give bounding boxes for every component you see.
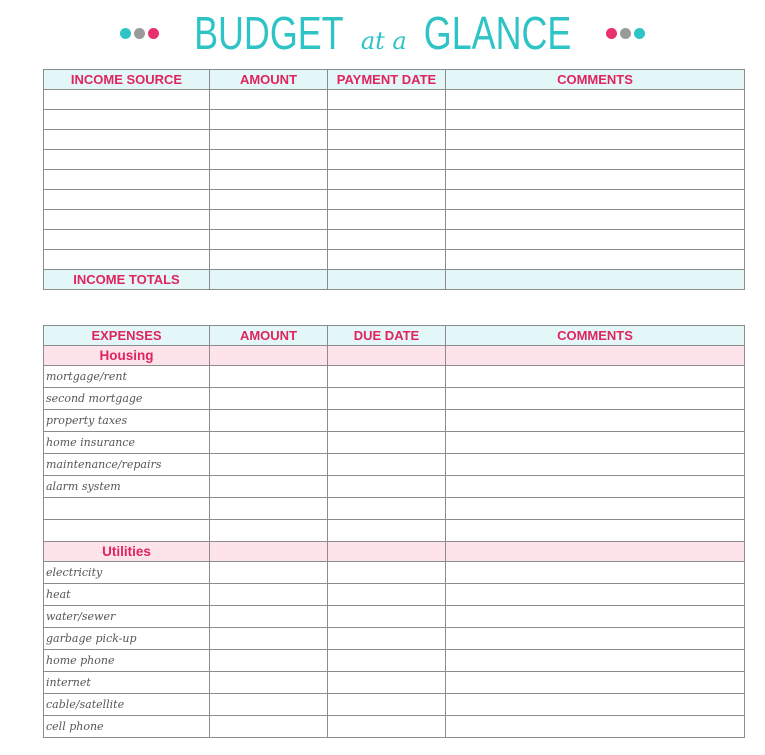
income-totals-row [44, 270, 745, 290]
expense-comments-cell[interactable] [446, 606, 745, 628]
expense-due-date-cell[interactable] [328, 650, 446, 672]
expense-item-row [44, 366, 745, 388]
expense-comments-cell[interactable] [446, 388, 745, 410]
expense-item-label[interactable]: alarm system [44, 476, 210, 498]
expense-item-row [44, 410, 745, 432]
income-amount-cell[interactable] [210, 110, 328, 130]
income-comments-cell[interactable] [446, 90, 745, 110]
expense-amount-cell[interactable] [210, 366, 328, 388]
decorative-dots-right [606, 28, 645, 39]
expense-comments-cell[interactable] [446, 584, 745, 606]
expense-item-label[interactable] [44, 520, 210, 542]
expense-amount-cell[interactable] [210, 650, 328, 672]
expense-comments-cell[interactable] [446, 520, 745, 542]
income-payment-date-cell[interactable] [328, 190, 446, 210]
income-payment-date-cell[interactable] [328, 230, 446, 250]
expense-item-row [44, 454, 745, 476]
income-source-cell[interactable] [44, 170, 210, 190]
teal-dot [634, 28, 645, 39]
expense-due-date-cell[interactable] [328, 366, 446, 388]
income-source-cell[interactable] [44, 150, 210, 170]
category-comments-cell[interactable] [446, 542, 745, 562]
expense-item-label[interactable]: property taxes [44, 410, 210, 432]
income-comments-cell[interactable] [446, 170, 745, 190]
income-payment-date-cell[interactable] [328, 210, 446, 230]
income-payment-date-cell[interactable] [328, 250, 446, 270]
income-payment-date-cell[interactable] [328, 110, 446, 130]
income-source-cell[interactable] [44, 110, 210, 130]
expense-due-date-cell[interactable] [328, 584, 446, 606]
income-source-cell[interactable] [44, 230, 210, 250]
income-comments-cell[interactable] [446, 150, 745, 170]
expense-item-label[interactable]: cell phone [44, 716, 210, 738]
expense-item-row [44, 716, 745, 738]
expense-due-date-cell[interactable] [328, 432, 446, 454]
category-comments-cell[interactable] [446, 346, 745, 366]
expense-item-label[interactable]: garbage pick-up [44, 628, 210, 650]
title-budget: BUDGET [194, 7, 344, 59]
pink-dot [606, 28, 617, 39]
header-amount: AMOUNT [210, 70, 328, 90]
expense-item-label[interactable] [44, 498, 210, 520]
income-payment-date-cell[interactable] [328, 130, 446, 150]
expense-comments-cell[interactable] [446, 562, 745, 584]
expense-item-row [44, 562, 745, 584]
expense-due-date-cell[interactable] [328, 388, 446, 410]
income-amount-cell[interactable] [210, 250, 328, 270]
income-row [44, 150, 745, 170]
income-comments-cell[interactable] [446, 250, 745, 270]
decorative-dots-left [120, 28, 159, 39]
expense-amount-cell[interactable] [210, 454, 328, 476]
expense-item-label[interactable]: water/sewer [44, 606, 210, 628]
expense-due-date-cell[interactable] [328, 498, 446, 520]
income-rows [44, 90, 745, 290]
income-row [44, 190, 745, 210]
expense-item-row [44, 650, 745, 672]
income-row [44, 130, 745, 150]
expense-category-label: Housing [44, 346, 210, 366]
income-payment-date-cell[interactable] [328, 90, 446, 110]
expense-amount-cell[interactable] [210, 476, 328, 498]
income-header-row [44, 70, 745, 90]
income-amount-cell[interactable] [210, 130, 328, 150]
expense-comments-cell[interactable] [446, 432, 745, 454]
expense-item-row [44, 432, 745, 454]
header-income-source: INCOME SOURCE [44, 70, 210, 90]
income-total-amount-cell[interactable] [210, 270, 328, 290]
expense-due-date-cell[interactable] [328, 562, 446, 584]
expense-amount-cell[interactable] [210, 520, 328, 542]
expense-due-date-cell[interactable] [328, 476, 446, 498]
expense-amount-cell[interactable] [210, 410, 328, 432]
gray-dot [134, 28, 145, 39]
income-row [44, 230, 745, 250]
income-amount-cell[interactable] [210, 90, 328, 110]
income-row [44, 210, 745, 230]
income-row [44, 90, 745, 110]
expense-rows [44, 346, 745, 738]
expense-item-label[interactable]: home insurance [44, 432, 210, 454]
teal-dot [120, 28, 131, 39]
expense-item-label[interactable]: cable/satellite [44, 694, 210, 716]
expense-comments-cell[interactable] [446, 476, 745, 498]
expense-item-row [44, 388, 745, 410]
category-due-date-cell[interactable] [328, 542, 446, 562]
expense-item-row [44, 694, 745, 716]
title-banner [0, 4, 765, 62]
income-amount-cell[interactable] [210, 150, 328, 170]
income-source-cell[interactable] [44, 190, 210, 210]
expense-comments-cell[interactable] [446, 498, 745, 520]
expense-category-row [44, 542, 745, 562]
income-payment-date-cell[interactable] [328, 150, 446, 170]
income-source-cell[interactable] [44, 250, 210, 270]
expense-due-date-cell[interactable] [328, 694, 446, 716]
expense-item-row [44, 498, 745, 520]
header-amount: AMOUNT [210, 326, 328, 346]
expense-item-label[interactable]: home phone [44, 650, 210, 672]
expense-item-row [44, 520, 745, 542]
income-amount-cell[interactable] [210, 170, 328, 190]
expense-due-date-cell[interactable] [328, 672, 446, 694]
expense-comments-cell[interactable] [446, 410, 745, 432]
income-source-cell[interactable] [44, 210, 210, 230]
expense-due-date-cell[interactable] [328, 606, 446, 628]
expense-amount-cell[interactable] [210, 432, 328, 454]
category-due-date-cell[interactable] [328, 346, 446, 366]
expense-due-date-cell[interactable] [328, 628, 446, 650]
expense-comments-cell[interactable] [446, 694, 745, 716]
expense-category-label: Utilities [44, 542, 210, 562]
income-comments-cell[interactable] [446, 210, 745, 230]
income-total-comments-cell[interactable] [446, 270, 745, 290]
income-comments-cell[interactable] [446, 130, 745, 150]
pink-dot [148, 28, 159, 39]
header-comments: COMMENTS [446, 70, 745, 90]
category-amount-cell[interactable] [210, 542, 328, 562]
header-comments: COMMENTS [446, 326, 745, 346]
expense-item-row [44, 584, 745, 606]
expense-amount-cell[interactable] [210, 584, 328, 606]
expense-due-date-cell[interactable] [328, 520, 446, 542]
header-due-date: DUE DATE [328, 326, 446, 346]
expense-item-label[interactable]: internet [44, 672, 210, 694]
expense-amount-cell[interactable] [210, 694, 328, 716]
income-table [43, 69, 745, 290]
income-comments-cell[interactable] [446, 230, 745, 250]
income-source-cell[interactable] [44, 90, 210, 110]
income-row [44, 110, 745, 130]
expense-due-date-cell[interactable] [328, 716, 446, 738]
income-source-cell[interactable] [44, 130, 210, 150]
expense-amount-cell[interactable] [210, 562, 328, 584]
expense-amount-cell[interactable] [210, 606, 328, 628]
expense-item-row [44, 606, 745, 628]
expense-item-row [44, 628, 745, 650]
income-amount-cell[interactable] [210, 190, 328, 210]
title-glance: GLANCE [423, 7, 572, 59]
title-connector: at a [360, 27, 407, 55]
header-expenses: EXPENSES [44, 326, 210, 346]
income-row [44, 170, 745, 190]
expense-comments-cell[interactable] [446, 628, 745, 650]
gray-dot [620, 28, 631, 39]
expense-due-date-cell[interactable] [328, 454, 446, 476]
income-payment-date-cell[interactable] [328, 170, 446, 190]
income-amount-cell[interactable] [210, 230, 328, 250]
expense-due-date-cell[interactable] [328, 410, 446, 432]
expense-amount-cell[interactable] [210, 388, 328, 410]
expenses-header-row [44, 326, 745, 346]
expense-amount-cell[interactable] [210, 716, 328, 738]
expense-comments-cell[interactable] [446, 650, 745, 672]
income-row [44, 250, 745, 270]
expense-comments-cell[interactable] [446, 366, 745, 388]
expense-item-label[interactable]: second mortgage [44, 388, 210, 410]
page-title [173, 7, 592, 59]
expense-item-row [44, 672, 745, 694]
expense-category-row [44, 346, 745, 366]
expense-item-label[interactable]: heat [44, 584, 210, 606]
income-total-date-cell[interactable] [328, 270, 446, 290]
expense-item-label[interactable]: mortgage/rent [44, 366, 210, 388]
expense-comments-cell[interactable] [446, 672, 745, 694]
expense-item-label[interactable]: maintenance/repairs [44, 454, 210, 476]
expense-comments-cell[interactable] [446, 716, 745, 738]
expense-amount-cell[interactable] [210, 672, 328, 694]
expense-comments-cell[interactable] [446, 454, 745, 476]
expense-item-row [44, 476, 745, 498]
header-payment-date: PAYMENT DATE [328, 70, 446, 90]
income-comments-cell[interactable] [446, 110, 745, 130]
expenses-table [43, 325, 745, 738]
category-amount-cell[interactable] [210, 346, 328, 366]
income-comments-cell[interactable] [446, 190, 745, 210]
expense-amount-cell[interactable] [210, 498, 328, 520]
expense-amount-cell[interactable] [210, 628, 328, 650]
income-amount-cell[interactable] [210, 210, 328, 230]
expense-item-label[interactable]: electricity [44, 562, 210, 584]
income-totals-label: INCOME TOTALS [44, 270, 210, 290]
